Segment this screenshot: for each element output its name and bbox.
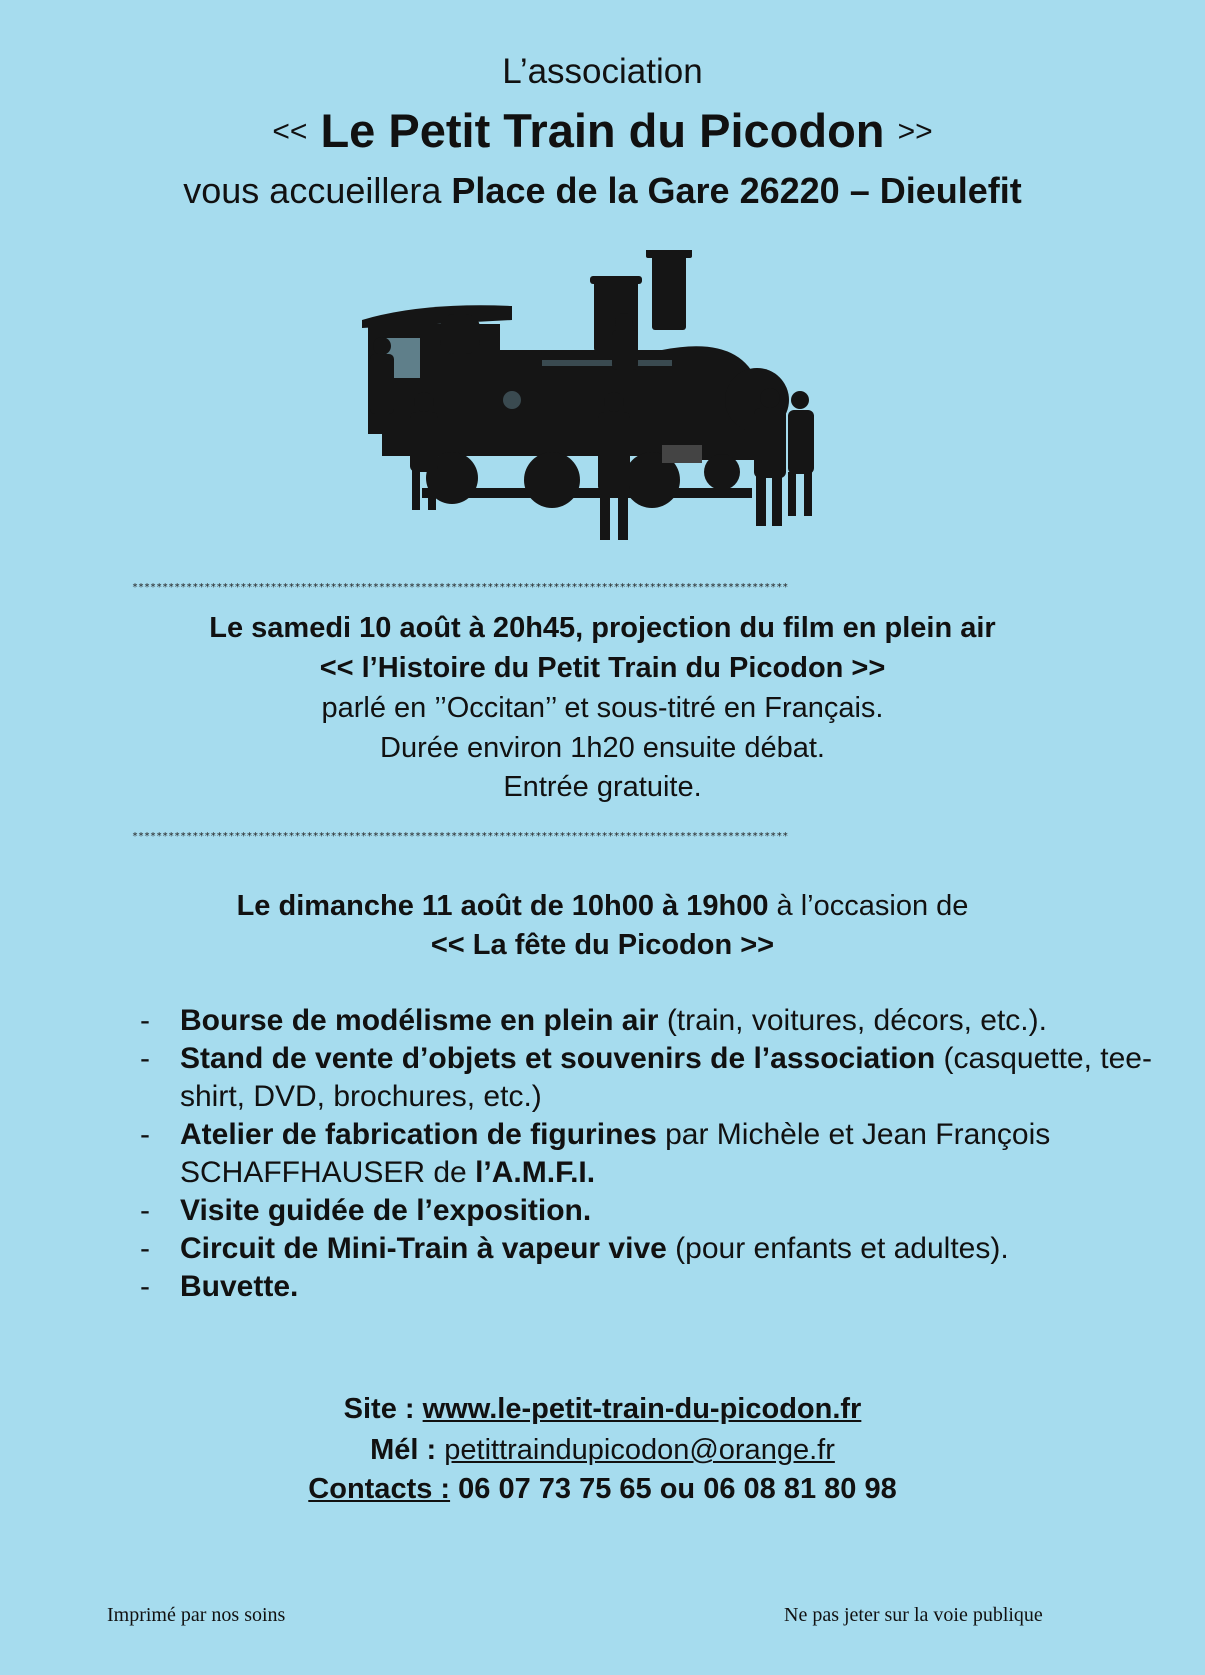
footer-printed: Imprimé par nos soins	[107, 1604, 286, 1626]
title-open-quote: <<	[272, 115, 308, 148]
sunday-occasion: à l’occasion de	[768, 890, 969, 922]
address-line	[0, 170, 1205, 212]
site-label: Site :	[343, 1393, 415, 1425]
footer-notice: Ne pas jeter sur la voie publique	[784, 1604, 1043, 1626]
sunday-date: Le dimanche 11 août de 10h00 à 19h00	[236, 890, 769, 922]
film-title: << l’Histoire du Petit Train du Picodon >>	[319, 652, 886, 684]
list-item	[140, 1268, 1160, 1306]
address-place: Place de la Gare 26220 – Dieulefit	[451, 170, 1022, 211]
film-entry: Entrée gratuite.	[503, 771, 702, 803]
phone-numbers: 06 07 73 75 65 ou 06 08 81 80 98	[458, 1473, 897, 1505]
site-link[interactable]: www.le-petit-train-du-picodon.fr	[422, 1393, 862, 1425]
item-detail: (train, voitures, décors, etc.).	[658, 1004, 1047, 1037]
film-duration: Durée environ 1h20 ensuite débat.	[380, 732, 825, 764]
mail-link[interactable]: petittraindupicodon@orange.fr	[444, 1434, 835, 1466]
address-prefix: vous accueillera	[183, 170, 442, 211]
activity-list	[140, 1002, 1160, 1306]
separator-top: *************************************************************************************************************	[132, 582, 789, 593]
site-line	[0, 1393, 1205, 1426]
list-dash: -	[140, 1270, 150, 1303]
item-title: Atelier de fabrication de figurines	[180, 1118, 657, 1151]
sunday-headline	[0, 890, 1205, 923]
item-detail: (pour enfants et adultes).	[666, 1232, 1009, 1265]
mail-label: Mél :	[370, 1434, 437, 1466]
locomotive-photo	[362, 250, 824, 570]
film-language: parlé en ’’Occitan’’ et sous-titré en Français.	[321, 692, 884, 724]
intro-text: L’association	[502, 52, 703, 91]
item-title: Bourse de modélisme en plein air	[180, 1004, 659, 1037]
list-dash: -	[140, 1004, 150, 1037]
item-organizer: l’A.M.F.I.	[475, 1156, 596, 1189]
list-dash: -	[140, 1194, 150, 1227]
phone-line	[0, 1473, 1205, 1506]
list-dash: -	[140, 1232, 150, 1265]
separator-bottom: *************************************************************************************************************	[132, 831, 789, 842]
list-dash: -	[140, 1118, 150, 1151]
list-item	[140, 1002, 1160, 1040]
item-title: Circuit de Mini-Train à vapeur vive	[180, 1232, 667, 1265]
item-title: Visite guidée de l’exposition.	[180, 1194, 592, 1227]
list-item	[140, 1116, 1160, 1192]
mail-line	[0, 1434, 1205, 1467]
list-item	[140, 1040, 1160, 1116]
list-item	[140, 1192, 1160, 1230]
title-close-quote: >>	[897, 115, 933, 148]
list-dash: -	[140, 1042, 150, 1075]
item-title: Buvette.	[180, 1270, 299, 1303]
phone-label: Contacts :	[308, 1473, 451, 1505]
item-title: Stand de vente d’objets et souvenirs de l’association	[180, 1042, 936, 1075]
saturday-headline: Le samedi 10 août à 20h45, projection du film en plein air	[209, 612, 996, 644]
association-title	[0, 103, 1205, 158]
list-item	[140, 1230, 1160, 1268]
item-detail: par Michèle et Jean François SCHAFFHAUSER de	[180, 1118, 1051, 1189]
item-detail: (casquette, tee-shirt, DVD, brochures, etc.)	[180, 1042, 1152, 1113]
title-text: Le Petit Train du Picodon	[320, 104, 885, 157]
sunday-event: << La fête du Picodon >>	[430, 929, 775, 961]
